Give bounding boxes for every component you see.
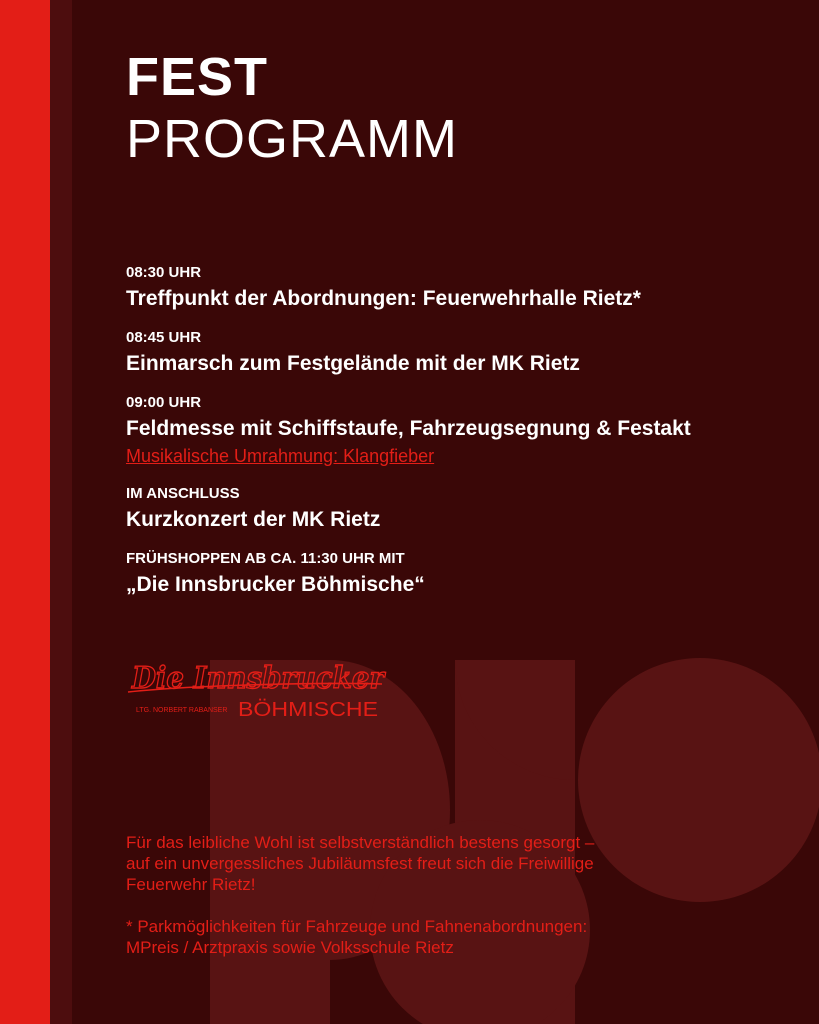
program-desc: „Die Innsbrucker Böhmische“ xyxy=(126,573,425,596)
title-line-2: PROGRAMM xyxy=(126,109,458,169)
program-time: FRÜHSHOPPEN AB CA. 11:30 UHR MIT xyxy=(126,550,405,567)
title-line-1: FEST xyxy=(126,47,269,107)
footer-text xyxy=(126,832,726,958)
program-time: 08:30 UHR xyxy=(126,264,202,281)
program-time: IM ANSCHLUSS xyxy=(126,485,240,502)
program-item xyxy=(126,486,806,532)
program-sub-link[interactable]: Musikalische Umrahmung: Klangfieber xyxy=(126,446,435,466)
program-list xyxy=(126,265,806,616)
program-item xyxy=(126,265,806,311)
program-item xyxy=(126,395,806,467)
page-title xyxy=(126,47,458,169)
program-item xyxy=(126,330,806,376)
footer-line: Für das leibliche Wohl ist selbstverständlich bestens gesorgt – xyxy=(126,833,595,852)
logo-word: BÖHMISCHE xyxy=(238,699,378,720)
program-desc: Treffpunkt der Abordnungen: Feuerwehrhalle Rietz* xyxy=(126,287,641,310)
logo-small-text: LTG. NORBERT RABANSER xyxy=(136,707,228,714)
parking-note-line: MPreis / Arztpraxis sowie Volksschule Rietz xyxy=(126,938,454,957)
parking-note: * Parkmöglichkeiten für Fahrzeuge und Fahnenabordnungen: xyxy=(126,917,588,936)
program-item xyxy=(126,551,806,597)
program-time: 08:45 UHR xyxy=(126,329,202,346)
band-logo xyxy=(124,658,389,720)
program-desc: Feldmesse mit Schiffstaufe, Fahrzeugsegnung & Festakt xyxy=(126,417,691,440)
footer-line: Feuerwehr Rietz! xyxy=(126,875,256,894)
footer-line: auf ein unvergessliches Jubiläumsfest freut sich die Freiwillige xyxy=(126,854,594,873)
program-desc: Einmarsch zum Festgelände mit der MK Rietz xyxy=(126,352,580,375)
logo-script: Die Innsbrucker xyxy=(131,661,387,696)
program-time: 09:00 UHR xyxy=(126,394,202,411)
program-desc: Kurzkonzert der MK Rietz xyxy=(126,508,381,531)
